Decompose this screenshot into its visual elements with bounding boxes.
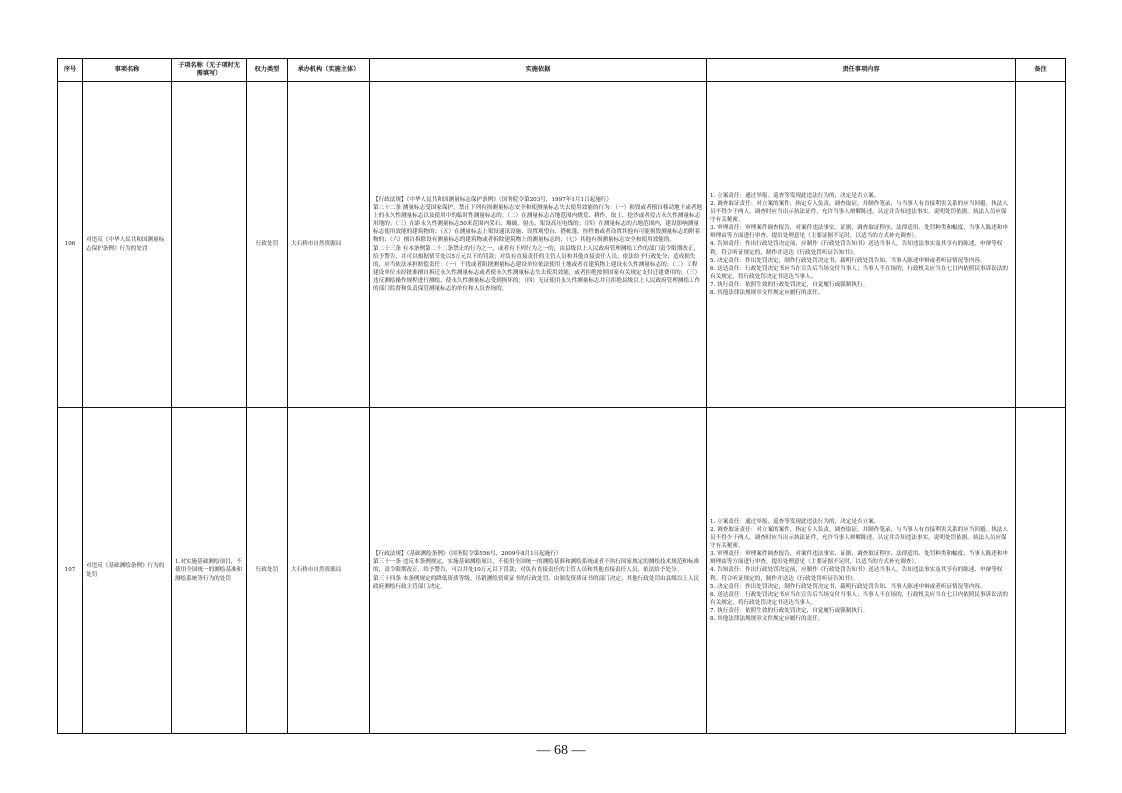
responsibility-item: 2. 调查取证责任：对立案的案件，指定专人负责，调查取证，并制作笔录，与当事人有直接利害关系的应当回避。执法人员不得少于两人，调查时应当出示执法证件，允许当事人辩解陈述，认定并告知违法事实，说明处罚依据。执法人员应保守有关秘密。 [710, 526, 1008, 550]
table-row [58, 408, 1066, 734]
basis-paragraph: 第三十一条 违反本条例规定，实施基础测绘项目，不使用全国统一的测绘基准和测绘系统或者不执行国家规定的测绘技术规范和标准的，责令限期改正，给予警告，可以并处10万元以下罚款；对负有直接责任的主管人员和其他直接责任人员，依法给予处分。 [373, 559, 700, 574]
row-seq: 107 [58, 408, 83, 734]
row-sub-item: 1.对实施基础测绘项目，不使用全国统一的测绘基准和测绘系统等行为的处罚 [172, 408, 247, 734]
header-item-name: 事项名称 [83, 59, 172, 82]
responsibility-item: 5. 决定责任：作出处罚决定，制作行政处罚决定书，载明行政处罚告知、当事人陈述申辩或者听证情况等内容。 [710, 257, 986, 264]
table-row [58, 82, 1066, 408]
row-basis [370, 408, 707, 734]
header-seq: 序号 [58, 59, 83, 82]
responsibility-item: 6. 送达责任：行政处罚决定书应当在宣告后当场交付当事人；当事人不在场的，行政机关应当在七日内依照民事诉讼法的有关规定，将行政处罚决定书送达当事人。 [710, 591, 1008, 606]
responsibility-item: 3. 审理责任：审理案件调查报告，对案件违法事实、证据、调查取证程序、法律适用、处罚种类和幅度、当事人陈述和申辩理由等方面进行审查，提出处理意见（主要证据不足时，以适当的方式补充调查）。 [710, 225, 1008, 240]
power-list-table [57, 58, 1066, 734]
basis-paragraph: 【行政法规】《基础测绘条例》（国务院令第556号，2009年8月1日起施行） [373, 551, 562, 558]
page-number: — 68 — [536, 743, 586, 758]
responsibility-item: 2. 调查取证责任：对立案的案件，指定专人负责，调查取证，并制作笔录，与当事人有直接利害关系的应当回避。执法人员不得少于两人，调查时应当出示执法证件，允许当事人辩解陈述，认定并告知违法事实，说明处罚依据。执法人员应保守有关秘密。 [710, 200, 1008, 224]
header-basis: 实施依据 [370, 59, 707, 82]
row-notes [1016, 408, 1066, 734]
responsibility-item: 3. 审理责任：审理案件调查报告，对案件违法事实、证据、调查取证程序、法律适用、处罚种类和幅度、当事人陈述和申辩理由等方面进行审查，提出处理意见（主要证据不足时，以适当的方式补充调查）。 [710, 551, 1008, 566]
row-power-type: 行政处罚 [247, 82, 288, 408]
basis-paragraph: 第二十三条 有本条例第二十二条禁止的行为之一，或者有下列行为之一的，由县级以上人民政府管理测绘工作的部门责令限期改正，给予警告，并可以根据情节处以5万元以下的罚款；对负有直接责任的主管人员和其他直接责任人员，依法给予行政处分；造成损失的，应当依法承担赔偿责任：（一）干扰或者阻挠测量标志建设单位依法使用土地或者在建筑物上建设永久性测量标志的；（二）工程建设单位未经批准擅自拆迁永久性测量标志或者使永久性测量标志失去使用效能，或者拒绝按照国家有关规定支付迁建费用的；（三）违反测绘操作规程进行测绘，使永久性测量标志受到损坏的；（四）无证使用永久性测量标志并且拒绝县级以上人民政府管理测绘工作的部门监督和负责保管测量标志的单位和人员查询的。 [373, 245, 701, 292]
row-item-name: 对违反《中华人民共和国测量标志保护条例》行为的处罚 [83, 82, 172, 408]
row-item-name: 对违反《基础测绘条例》行为的处罚 [83, 408, 172, 734]
header-notes: 备注 [1016, 59, 1066, 82]
responsibility-item: 8. 其他法律法规规章文件规定应履行的责任。 [710, 290, 824, 297]
row-power-type: 行政处罚 [247, 408, 288, 734]
basis-paragraph: 【行政法规】《中华人民共和国测量标志保护条例》（国务院令第203号，1997年1月1日起施行） [373, 196, 612, 203]
header-row [58, 59, 1066, 82]
responsibility-item: 1. 立案责任：通过举报、巡查等发现此违法行为的，决定是否立案。 [710, 518, 880, 525]
responsibility-item: 8. 其他法律法规规章文件规定应履行的责任。 [710, 616, 824, 623]
header-power-type: 权力类型 [247, 59, 288, 82]
row-sub-item [172, 82, 247, 408]
basis-paragraph: 第三十四条 本条例规定的降低资质等级、吊销测绘资质证书的行政处罚，由颁发资质证书的部门决定；其他行政处罚由县级以上人民政府测绘行政主管部门决定。 [373, 575, 700, 590]
header-agency: 承办机构（实施主体） [288, 59, 370, 82]
responsibility-item: 4. 告知责任：作出行政处罚决定前，应制作《行政处罚告知书》送达当事人，告知违法事实及其享有的陈述、申辩等权利。符合听证规定的，制作并送达《行政处罚听证告知书》。 [710, 241, 1003, 256]
row-agency: 大石桥市自然资源局 [288, 82, 370, 408]
header-responsibility: 责任事项内容 [707, 59, 1016, 82]
row-seq: 106 [58, 82, 83, 408]
responsibility-item: 6. 送达责任：行政处罚决定书应当在宣告后当场交付当事人；当事人不在场的，行政机关应当在七日内依照民事诉讼法的有关规定，将行政处罚决定书送达当事人。 [710, 265, 1008, 280]
responsibility-item: 7. 执行责任：依照生效的行政处罚决定，自觉履行或强制执行。 [710, 607, 869, 614]
basis-paragraph: 第二十二条 测量标志受国家保护，禁止下列有损测量标志安全和使测量标志失去使用效能的行为：（一）损毁或者擅自移动地下或者地上的永久性测量标志以及使用中的临时性测量标志的；（二）在测量标志占地范围内烧荒、耕作、取土、挖沙或者侵占永久性测量标志用地的；（三）在距永久性测量标志50米范围内采石、爆破、射击、架设高压电线的；（四）在测量标志的占地范围内，建设影响测量标志使用效能的建筑物的；（五）在测量标志上架设通讯设施、设置观望台、搭帐篷、拴牲畜或者设置其他有可能损毁测量标志的附着物的；（六）擅自拆除设有测量标志的建筑物或者拆除建筑物上的测量标志的；（七）其他有损测量标志安全和使用效能的。 [373, 205, 703, 244]
responsibility-item: 1. 立案责任：通过举报、巡查等发现此违法行为的，决定是否立案。 [710, 192, 880, 199]
header-sub-item: 子项名称（无子项时无需填写） [172, 59, 247, 82]
responsibility-item: 5. 决定责任：作出处罚决定，制作行政处罚决定书，载明行政处罚告知、当事人陈述申辩或者听证情况等内容。 [710, 583, 986, 590]
row-notes [1016, 82, 1066, 408]
row-basis [370, 82, 707, 408]
responsibility-item: 4. 告知责任：作出行政处罚决定前，应制作《行政处罚告知书》送达当事人，告知违法事实及其享有的陈述、申辩等权利。符合听证规定的，制作并送达《行政处罚听证告知书》。 [710, 567, 1003, 582]
responsibility-item: 7. 执行责任：依照生效的行政处罚决定，自觉履行或强制执行。 [710, 281, 869, 288]
row-responsibility [707, 408, 1016, 734]
row-agency: 大石桥市自然资源局 [288, 408, 370, 734]
row-responsibility [707, 82, 1016, 408]
